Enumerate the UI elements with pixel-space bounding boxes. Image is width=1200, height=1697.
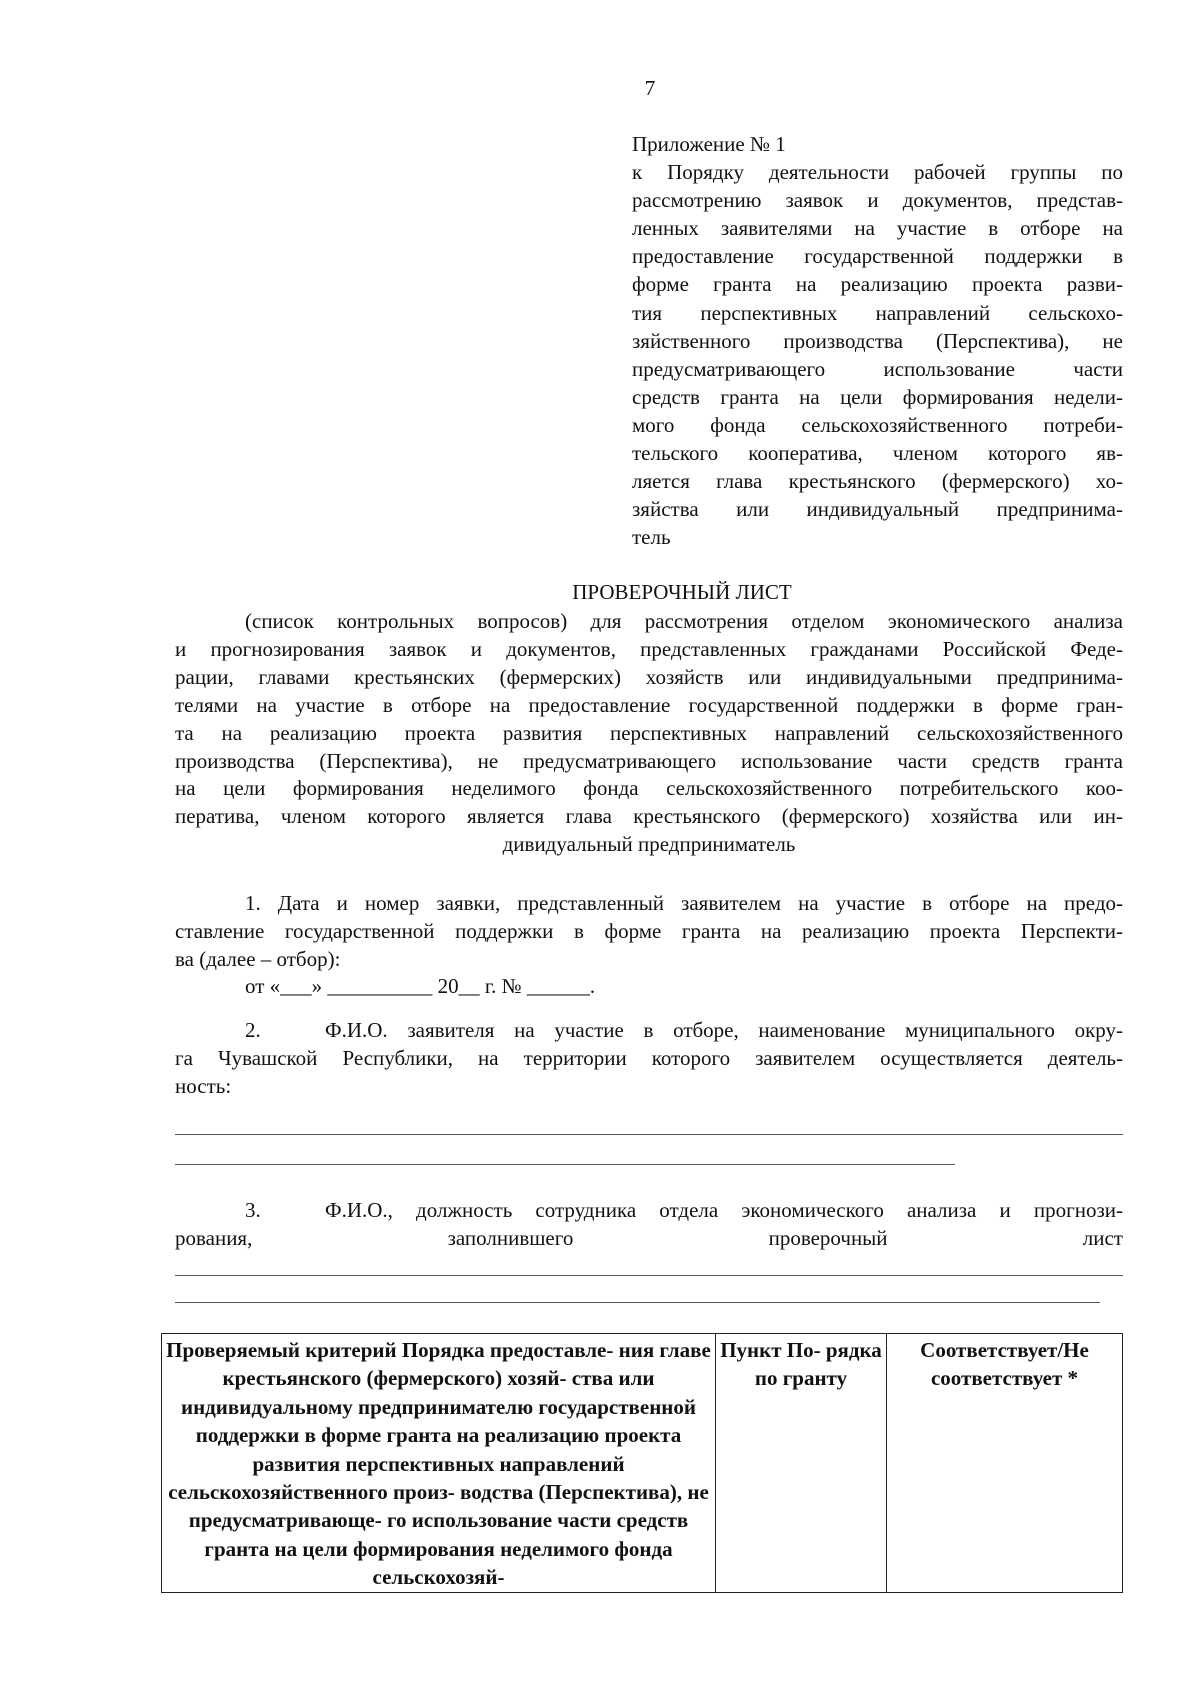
- fill-line[interactable]: [175, 1134, 1123, 1135]
- appendix-title: Приложение № 1: [632, 132, 786, 156]
- date-number-fill-line: от «___» __________ 20__ г. № ______.: [245, 974, 596, 998]
- text-line: (список контрольных вопросов) для рассмотрения отделом экономического анализа: [245, 609, 1123, 633]
- text-line: на цели формирования неделимого фонда сельскохозяйственного потребительского коо-: [175, 776, 1123, 801]
- header-compliance: Соответствует/Не соответствует *: [887, 1334, 1123, 1593]
- text-line: Ф.И.О., должность сотрудника отдела экономического анализа и прогнози-: [325, 1198, 1123, 1222]
- text-line: тия перспективных направлений сельскохо-: [632, 300, 1123, 325]
- text-line: та на реализацию проекта развития перспективных направлений сельскохозяйственного: [175, 720, 1123, 745]
- text-line: средств гранта на цели формирования недели-: [632, 384, 1123, 409]
- text-line: зяйственного производства (Перспектива), не: [632, 328, 1123, 353]
- text-line: форме гранта на реализацию проекта разви-: [632, 272, 1123, 297]
- text-line: Ф.И.О. заявителя на участие в отборе, наименование муниципального окру-: [325, 1018, 1123, 1042]
- text-line: телями на участие в отборе на предоставление государственной поддержки в форме гран-: [175, 692, 1123, 717]
- text-line: дивидуальный предприниматель: [502, 832, 796, 857]
- text-line: предусматривающего использование части: [632, 356, 1123, 381]
- text-line: производства (Перспектива), не предусматривающего использование части средств гранта: [175, 748, 1123, 773]
- fill-line[interactable]: [175, 1164, 955, 1165]
- document-title: ПРОВЕРОЧНЫЙ ЛИСТ: [572, 580, 792, 604]
- text-line: зяйства или индивидуальный предпринима-: [632, 497, 1123, 522]
- text-line: ляется глава крестьянского (фермерского) хо-: [632, 469, 1123, 494]
- text-line: тельского кооператива, членом которого яв-: [632, 441, 1123, 465]
- text-line: ва (далее – отбор):: [175, 946, 341, 971]
- text-line: ность:: [175, 1073, 232, 1098]
- fill-line[interactable]: [175, 1302, 1100, 1303]
- header-criterion: Проверяемый критерий Порядка предоставле- ния главе крестьянского (фермерского) хозяй- ства или индивидуальному предпринимателю государственной поддержки в форме гранта на реализацию проекта развития перспективных направлений сельскохозяйственного произ- водства (Перспектива), не предусматривающе- го использование части средств гранта на цели формирования неделимого фонда сельскохозяй-: [162, 1334, 716, 1593]
- text-line: и прогнозирования заявок и документов, представленных гражданами Российской Феде-: [175, 636, 1123, 661]
- text-line: предоставление государственной поддержки в: [632, 244, 1123, 269]
- text-line: к Порядку деятельности рабочей группы по: [632, 160, 1123, 184]
- item-2-number: 2.: [245, 1018, 261, 1042]
- item-3-number: 3.: [245, 1198, 261, 1222]
- checklist-table: [161, 1333, 1123, 1593]
- table-header-row: [162, 1334, 1123, 1593]
- text-line: ставление государственной поддержки в форме гранта на реализацию проекта Перспекти-: [175, 918, 1123, 943]
- text-line: рования, заполнившего проверочный лист: [175, 1225, 1123, 1250]
- text-line: 1. Дата и номер заявки, представленный заявителем на участие в отборе на предо-: [245, 891, 1123, 915]
- text-line: тель: [632, 525, 671, 550]
- text-line: ператива, членом которого является глава крестьянского (фермерского) хозяйства или ин-: [175, 804, 1123, 829]
- text-line: мого фонда сельскохозяйственного потреби-: [632, 412, 1123, 437]
- text-line: рации, главами крестьянских (фермерских) хозяйств или индивидуальными предпринима-: [175, 664, 1123, 689]
- header-clause: Пункт По- рядка по гранту: [716, 1334, 887, 1593]
- text-line: га Чувашской Республики, на территории которого заявителем осуществляется деятель-: [175, 1045, 1123, 1070]
- fill-line[interactable]: [175, 1275, 1123, 1276]
- page-number: 7: [644, 76, 656, 100]
- text-line: ленных заявителями на участие в отборе на: [632, 216, 1123, 241]
- text-line: рассмотрению заявок и документов, представ-: [632, 188, 1123, 213]
